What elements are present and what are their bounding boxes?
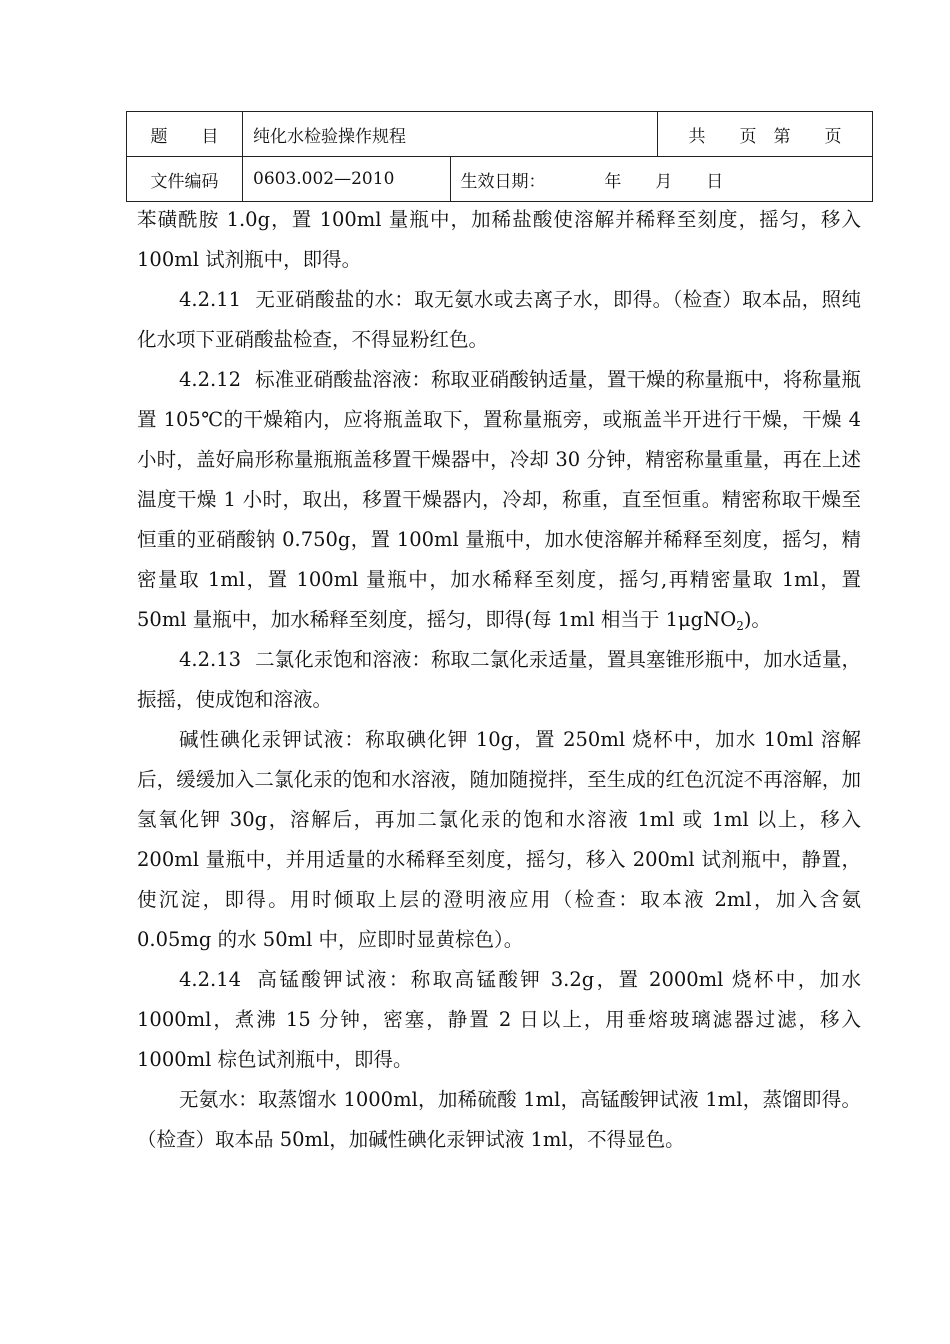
paragraph-text: 二氯化汞饱和溶液：称取二氯化汞适量，置具塞锥形瓶中，加水适量，振摇，使成饱和溶液。 xyxy=(137,648,861,711)
paragraph-text: 无亚硝酸盐的水：取无氨水或去离子水，即得。（检查）取本品，照纯化水项下亚硝酸盐检查，不得显粉红色。 xyxy=(137,288,861,351)
code-value: 0603.002—2010 xyxy=(243,157,451,202)
date-value: 年 月 日 xyxy=(604,171,724,192)
paragraph-4-2-13 xyxy=(137,640,861,720)
date-label: 生效日期： xyxy=(460,171,546,192)
paragraph-text: 高锰酸钾试液：称取高锰酸钾 3.2g，置 2000ml 烧杯中，加水 1000ml，煮沸 15 分钟，密塞，静置 2 日以上，用垂熔玻璃滤器过滤，移入 1000ml 棕色试剂瓶中，即得。 xyxy=(137,968,861,1071)
paragraph-4-2-14 xyxy=(137,960,861,1080)
subscript: 2 xyxy=(736,619,744,633)
paragraph-4-2-12 xyxy=(137,360,861,640)
header-row-code xyxy=(127,157,873,202)
title-label: 题 目 xyxy=(127,112,243,157)
code-label: 文件编码 xyxy=(127,157,243,202)
paragraph-alkaline-reagent: 碱性碘化汞钾试液：称取碘化钾 10g，置 250ml 烧杯中，加水 10ml 溶解后，缓缓加入二氯化汞的饱和水溶液，随加随搅拌，至生成的红色沉淀不再溶解，加氢氧化钾 30g，溶解后，再加二氯化汞的饱和水溶液 1ml 或 1ml 以上，移入 200ml 量瓶中，并用适量的水稀释至刻度，摇匀，移入 200ml 试剂瓶中，静置，使沉淀，即得。用时倾取上层的澄明液应用（检查：取本液 2ml，加入含氨 0.05mg 的水 50ml 中，应即时显黄棕色）。 xyxy=(137,728,861,951)
title-value: 纯化水检验操作规程 xyxy=(243,112,658,157)
section-number: 4.2.12 xyxy=(179,368,242,391)
paragraph-4-2-11 xyxy=(137,280,861,360)
header-row-title xyxy=(127,112,873,157)
document-header-table xyxy=(126,111,873,202)
section-number: 4.2.11 xyxy=(179,288,242,311)
paragraph-end: )。 xyxy=(743,608,771,631)
effective-date-cell xyxy=(450,157,873,202)
section-number: 4.2.14 xyxy=(179,968,242,991)
paragraph-continuation: 苯磺酰胺 1.0g，置 100ml 量瓶中，加稀盐酸使溶解并稀释至刻度，摇匀，移入 100ml 试剂瓶中，即得。 xyxy=(137,208,861,271)
document-body xyxy=(137,200,861,1160)
paragraph-ammonia-free-water: 无氨水：取蒸馏水 1000ml，加稀硫酸 1ml，高锰酸钾试液 1ml，蒸馏即得。（检查）取本品 50ml，加碱性碘化汞钾试液 1ml，不得显色。 xyxy=(137,1088,861,1151)
paragraph-text: 标准亚硝酸盐溶液：称取亚硝酸钠适量，置干燥的称量瓶中，将称量瓶置 105℃的干燥箱内，应将瓶盖取下，置称量瓶旁，或瓶盖半开进行干燥，干燥 4 小时，盖好扁形称量瓶瓶盖移置干燥器中，冷却 30 分钟，精密称量重量，再在上述温度干燥 1 小时，取出，移置干燥器内，冷却，称重，直至恒重。精密称取干燥至恒重的亚硝酸钠 0.750g，置 100ml 量瓶中，加水使溶解并稀释至刻度，摇匀，精密量取 1ml，置 100ml 量瓶中，加水稀释至刻度，摇匀,再精密量取 1ml，置 50ml 量瓶中，加水稀释至刻度，摇匀，即得(每 1ml 相当于 1μgNO xyxy=(137,368,861,631)
page-count: 共 页 第 页 xyxy=(658,112,873,157)
section-number: 4.2.13 xyxy=(179,648,242,671)
